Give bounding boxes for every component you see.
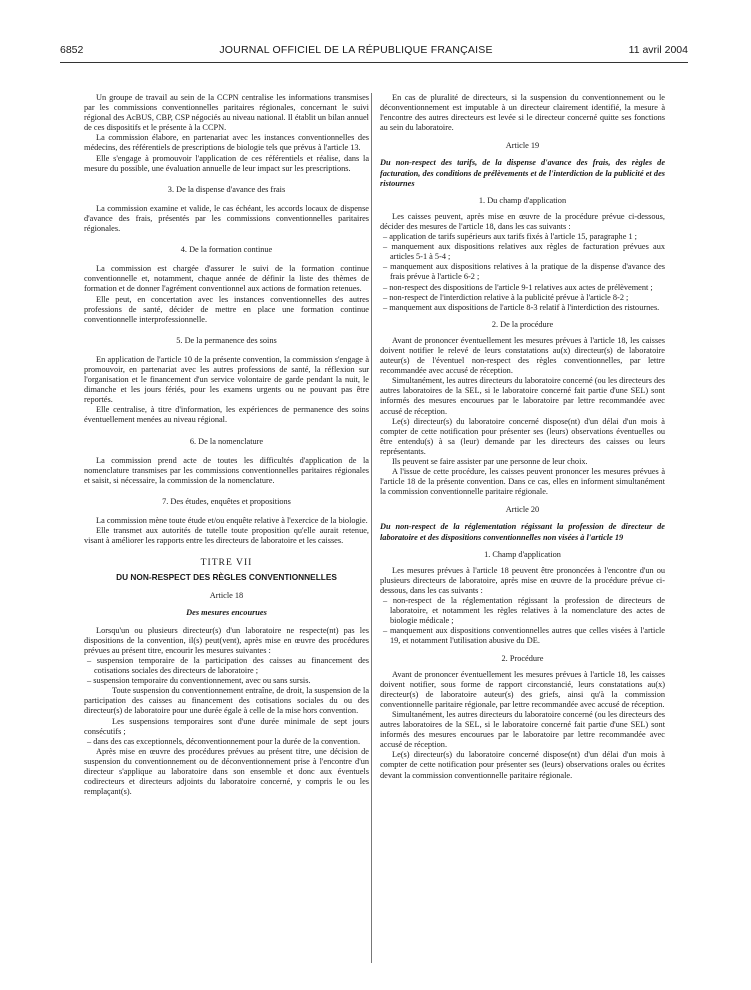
paragraph: Lorsqu'un ou plusieurs directeur(s) d'un laboratoire ne respecte(nt) pas les dispositions de la convention, il(s) peut(vent), après mise en œuvre des procédures prévues au présent titre, encourir les mesures suivantes : (84, 625, 369, 655)
list-item: – non-respect de la réglementation régissant la profession de directeurs de laboratoire, et notamment les règles relatives à la nomenclature des actes de biologie médicale ; (383, 596, 665, 626)
list-item: – manquement aux dispositions de l'article 8-3 relatif à l'interdiction des ristournes. (383, 302, 660, 312)
article-heading: Article 18 (209, 591, 244, 601)
list-item: – non-respect des dispositions de l'article 9-1 relatives aux actes de prélèvement ; (383, 282, 653, 292)
subsection-heading: 2. Procédure (501, 653, 544, 663)
paragraph: En application de l'article 10 de la présente convention, la commission s'engage à promouvoir, en partenariat avec les autres professions de santé, la réflexion sur l'organisation et le financement d'un service volontaire de garde pendant la nuit, le dimanche et les jours fériés, pour les examens urgents ou ne pouvant pas être reportés. (84, 354, 369, 405)
list-item: – manquement aux dispositions relatives aux règles de facturation prévues aux articles 5-1 à 5-4 ; (383, 242, 665, 262)
paragraph: Après mise en œuvre des procédures prévues au présent titre, une décision de suspension du conventionnement ou de déconventionnement prise à l'encontre d'un directeur s'applique au laboratoire dans son ensemble et donc aux éventuels codirecteurs et directeurs adjoints du laboratoire concerné, y compris le ou les remplaçant(s). (84, 746, 369, 797)
list-item: – suspension temporaire de la participation des caisses au financement des cotisations sociales des directeurs de laboratoire ; (87, 655, 369, 676)
page-number: 6852 (60, 44, 84, 56)
list-item: – manquement aux dispositions conventionnelles autres que celles visées à l'article 19, et notamment l'utilisation abusive du DE. (383, 626, 665, 646)
paragraph: La commission élabore, en partenariat avec les instances conventionnelles des médecins, des référentiels de prescriptions de biologie tels que prévus à l'article 13. (84, 133, 369, 153)
section-heading: 4. De la formation continue (180, 245, 273, 255)
paragraph: Le(s) directeur(s) du laboratoire concerné dispose(nt) d'un délai d'un mois à compter de cette notification pour présenter ses (leurs) observations éventuelles ou être entendu(s) à sa (leur) demande par les directeurs des caisses ou leurs représentants. (380, 416, 665, 456)
header-rule (60, 62, 688, 63)
list-item: – dans des cas exceptionnels, déconventionnement pour la durée de la convention. (87, 736, 361, 746)
paragraph: Elle peut, en concertation avec les instances conventionnelles des autres professions de santé, décider de mettre en place une formation continue conventionnelle interprofessionnelle. (84, 294, 369, 324)
right-column (380, 93, 665, 781)
title-heading: TITRE VII (200, 557, 253, 569)
paragraph: Les suspensions temporaires sont d'une durée minimale de sept jours consécutifs ; (84, 716, 369, 736)
page-header (60, 44, 688, 56)
column-divider (371, 93, 372, 963)
paragraph: Elle centralise, à titre d'information, les expériences de permanence des soins éventuellement menées au niveau régional. (84, 405, 369, 425)
section-heading: 6. De la nomenclature (189, 436, 264, 446)
paragraph: Simultanément, les autres directeurs du laboratoire concerné (ou les directeurs des autres laboratoires de la SEL, si le laboratoire concerné fait partie d'une SEL) sont informés des mesures encourues par le laboratoire par lettre recommandée avec accusé de réception. (380, 709, 666, 750)
article-title: Des mesures encourues (186, 607, 267, 617)
subsection-heading: 1. Champ d'application (484, 549, 561, 559)
section-heading: 3. De la dispense d'avance des frais (167, 184, 286, 194)
paragraph: La commission examine et valide, le cas échéant, les accords locaux de dispense d'avance des frais, présentés par les commissions conventionnelles paritaires régionales. (84, 203, 369, 234)
paragraph: Avant de prononcer éventuellement les mesures prévues à l'article 18, les caisses doivent notifier, sous forme de rapport circonstancié, leurs constatations au(x) directeur(s) de laboratoire auteur(s) des griefs, ainsi qu'à la commission conventionnelle paritaire régionale, par lettre recommandée avec accusé de réception. (380, 669, 665, 709)
paragraph: Le(s) directeur(s) du laboratoire concerné dispose(nt) d'un délai d'un mois à compter de cette notification pour présenter ses (leurs) observations orales ou écrites devant la commission conventionnelle paritaire régionale. (380, 750, 665, 780)
paragraph: Les caisses peuvent, après mise en œuvre de la procédure prévue ci-dessous, décider des mesures de l'article 18, dans les cas suivants : (380, 211, 665, 231)
paragraph: Elle s'engage à promouvoir l'application de ces référentiels et réalise, dans la mesure du possible, une évaluation annuelle de leur impact sur les prescriptions. (84, 153, 369, 173)
subsection-heading: 2. De la procédure (491, 319, 554, 329)
journal-title: JOURNAL OFFICIEL DE LA RÉPUBLIQUE FRANÇAISE (219, 44, 493, 56)
list-item: – non-respect de l'interdiction relative à la publicité prévue à l'article 8-2 ; (383, 292, 629, 302)
paragraph: En cas de pluralité de directeurs, si la suspension du conventionnement ou le déconventionnement est imputable à un directeur clairement identifié, la mesure à l'encontre des autres directeurs est levée si le directeur concerné quitte ses fonctions au sein du laboratoire. (380, 93, 665, 133)
article-title: Du non-respect des tarifs, de la dispense d'avance des frais, des règles de facturation, des conditions de prélèvements et de l'interdiction de la publicité et des ristournes (380, 158, 665, 188)
list-item: – suspension temporaire du conventionnement, avec ou sans sursis. (87, 676, 311, 686)
paragraph: Un groupe de travail au sein de la CCPN centralise les informations transmises par les commissions conventionnelles paritaires régionales, concernant le suivi régional des AcBUS, CBP, CSP négociés au niveau national. Il établit un bilan annuel de ces dispositifs et le présente à la CCPN. (84, 93, 369, 133)
title-subheading: DU NON-RESPECT DES RÈGLES CONVENTIONNELLES (116, 572, 337, 583)
paragraph: A l'issue de cette procédure, les caisses peuvent prononcer les mesures prévues à l'article 18 de la présente convention. Dans ce cas, elles en informent simultanément la commission conventionnelle paritaire régionale. (380, 467, 665, 497)
paragraph: Les mesures prévues à l'article 18 peuvent être prononcées à l'encontre d'un ou plusieurs directeurs de laboratoire, après mise en œuvre de la procédure prévue ci-dessous, dans les cas suivants : (380, 565, 665, 595)
left-column (84, 93, 369, 797)
paragraph: Ils peuvent se faire assister par une personne de leur choix. (392, 457, 588, 466)
article-heading: Article 19 (505, 141, 540, 151)
list-item: – manquement aux dispositions relatives à la pratique de la dispense d'avance des frais prévue à l'article 6-2 ; (383, 262, 665, 282)
subsection-heading: 1. Du champ d'application (478, 195, 567, 205)
paragraph: Elle transmet aux autorités de tutelle toute proposition qu'elle aurait retenue, visant à améliorer les rapports entre les directeurs de laboratoire et les caisses. (84, 526, 369, 546)
paragraph: La commission mène toute étude et/ou enquête relative à l'exercice de la biologie. (96, 516, 368, 525)
paragraph: Toute suspension du conventionnement entraîne, de droit, la suspension de la participation des caisses au financement des cotisations sociales du ou des directeur(s) de laboratoire pour une durée égale à celle de la mise hors convention. (84, 686, 369, 716)
paragraph: La commission est chargée d'assurer le suivi de la formation continue conventionnelle et, notamment, chaque année de définir la liste des thèmes de formation et de donner l'agrément conventionnel aux actions de formation retenues. (84, 264, 369, 294)
section-heading: 7. Des études, enquêtes et propositions (162, 496, 291, 506)
list-item: – application de tarifs supérieurs aux tarifs fixés à l'article 15, paragraphe 1 ; (383, 232, 637, 242)
section-heading: 5. De la permanence des soins (176, 335, 277, 345)
article-title: Du non-respect de la réglementation régissant la profession de directeur de laboratoire et des dispositions conventionnelles non visées à l'article 19 (380, 522, 665, 542)
paragraph: La commission prend acte de toutes les difficultés d'application de la nomenclature transmises par les commissions conventionnelles paritaires régionales et saisit, si nécessaire, la commission de la nomenclature. (84, 455, 369, 485)
paragraph: Simultanément, les autres directeurs du laboratoire concerné (ou les directeurs des autres laboratoires de la SEL, si le laboratoire concerné fait partie d'une SEL) sont informés des mesures encourues par le laboratoire par lettre recommandée avec accusé de réception. (380, 376, 666, 416)
article-heading: Article 20 (505, 505, 540, 515)
paragraph: Avant de prononcer éventuellement les mesures prévues à l'article 18, les caisses doivent notifier le relevé de leurs constatations au(x) directeur(s) de laboratoire auteur(s) de l'éventuel non-respect des règles conventionnelles, par lettre recommandée avec accusé de réception. (380, 335, 665, 376)
issue-date: 11 avril 2004 (628, 44, 688, 56)
